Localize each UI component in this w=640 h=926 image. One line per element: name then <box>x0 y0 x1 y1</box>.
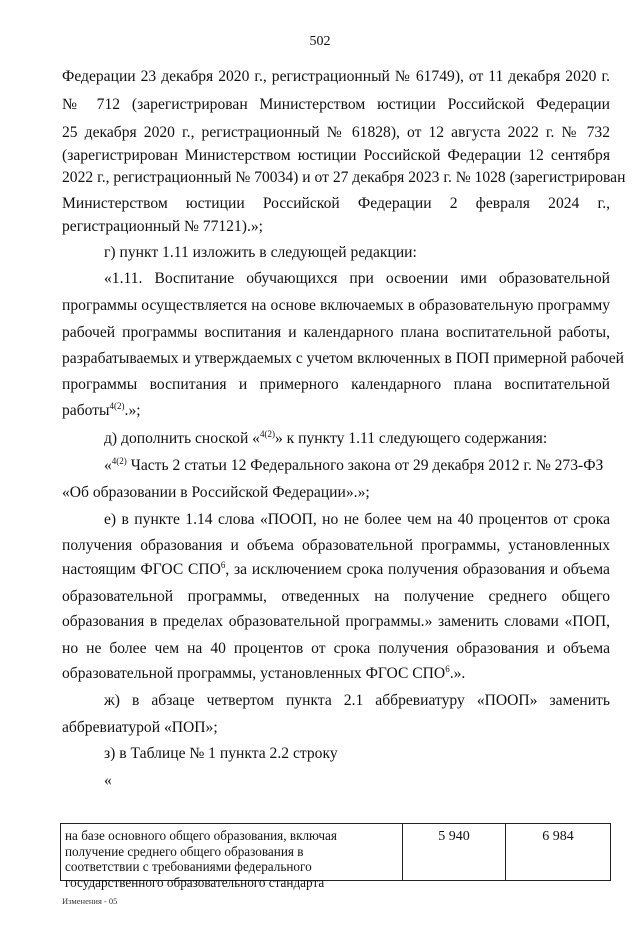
text-line <box>62 665 610 683</box>
text-segment: , за исключением срока получения образования и объема <box>225 561 610 578</box>
footnote-marker: 4(2) <box>109 401 125 411</box>
cell-text-line: соответствии с требованиями федерального <box>65 859 312 874</box>
text-line: « <box>104 772 112 789</box>
footnote-marker: 6 <box>220 560 226 570</box>
text-line: аббревиатурой «ПОП»; <box>62 719 218 736</box>
text-segment: .»; <box>124 402 141 419</box>
page-number: 502 <box>309 34 331 49</box>
text-segment: образовательной программы, установленных ФГОС СПО <box>62 665 446 682</box>
text-line: программы осуществляется на основе включаемых в образовательную программу <box>62 297 610 314</box>
text-line: регистрационный № 77121).»; <box>62 218 263 235</box>
text-segment: Часть 2 статьи 12 Федерального закона от 29 декабря 2012 г. № 273-ФЗ <box>126 457 604 474</box>
text-line: получения образования и объема образовательной программы, установленных <box>62 537 610 554</box>
footnote-marker: 4(2) <box>111 456 127 466</box>
text-line <box>104 457 610 475</box>
text-line: рабочей программы воспитания и календарного плана воспитательной работы, <box>62 324 610 341</box>
text-segment: работы <box>62 402 110 419</box>
text-line: (зарегистрирован Министерством юстиции Российской Федерации 12 сентября <box>62 147 610 164</box>
text-line: разрабатываемых и утверждаемых с учетом включенных в ПОП примерной рабочей <box>62 350 625 367</box>
text-line <box>104 430 610 448</box>
text-line: программы воспитания и примерного календарного плана воспитательной <box>62 376 610 393</box>
cell-text-line: государственного образовательного стандарта <box>65 874 325 890</box>
table-cell-value-1: 5 940 <box>403 824 506 880</box>
text-line: Министерством юстиции Российской Федерации 2 февраля 2024 г., <box>62 195 610 212</box>
text-line: «1.11. Воспитание обучающихся при освоении ими образовательной <box>104 270 610 287</box>
text-line: «Об образовании в Российской Федерации».»; <box>62 484 370 501</box>
text-segment: .». <box>449 665 466 682</box>
cell-text-line: на базе основного общего образования, включая <box>65 828 337 843</box>
text-line: ж) в абзаце четвертом пункта 2.1 аббревиатуру «ПООП» заменить <box>104 692 610 709</box>
text-line <box>62 561 610 579</box>
text-segment: « <box>104 457 112 474</box>
text-line <box>62 402 610 420</box>
text-line: образования в пределах образовательной программы.» заменить словами «ПОП, <box>62 613 610 630</box>
text-segment: д) дополнить сноской « <box>104 430 260 447</box>
text-line: е) в пункте 1.14 слова «ПООП, но не более чем на 40 процентов от срока <box>104 511 610 528</box>
text-line: 2022 г., регистрационный № 70034) и от 27 декабря 2023 г. № 1028 (зарегистрирован <box>62 169 626 186</box>
text-segment: настоящим ФГОС СПО <box>62 561 221 578</box>
text-line: но не более чем на 40 процентов от срока получения образования и объема <box>62 640 610 657</box>
page-footer: Изменения - 05 <box>62 896 118 906</box>
text-line: з) в Таблице № 1 пункта 2.2 строку <box>104 745 338 762</box>
text-line: № 712 (зарегистрирован Министерством юстиции Российской Федерации <box>62 96 610 113</box>
text-line: Федерации 23 декабря 2020 г., регистрационный № 61749), от 11 декабря 2020 г. <box>62 68 610 85</box>
footnote-marker: 4(2) <box>259 429 275 439</box>
footnote-marker: 6 <box>445 664 450 674</box>
text-line: 25 декабря 2020 г., регистрационный № 61828), от 12 августа 2022 г. № 732 <box>62 124 610 141</box>
table-cell-value-2: 6 984 <box>542 829 574 844</box>
table-row <box>60 823 611 890</box>
text-line: образовательной программы, отведенных на получение среднего общего <box>62 588 610 605</box>
table-cell-description <box>61 824 403 890</box>
text-line: г) пункт 1.11 изложить в следующей редакции: <box>104 244 417 261</box>
text-segment: » к пункту 1.11 следующего содержания: <box>274 430 548 447</box>
cell-text-line: получение среднего общего образования в <box>65 843 304 859</box>
